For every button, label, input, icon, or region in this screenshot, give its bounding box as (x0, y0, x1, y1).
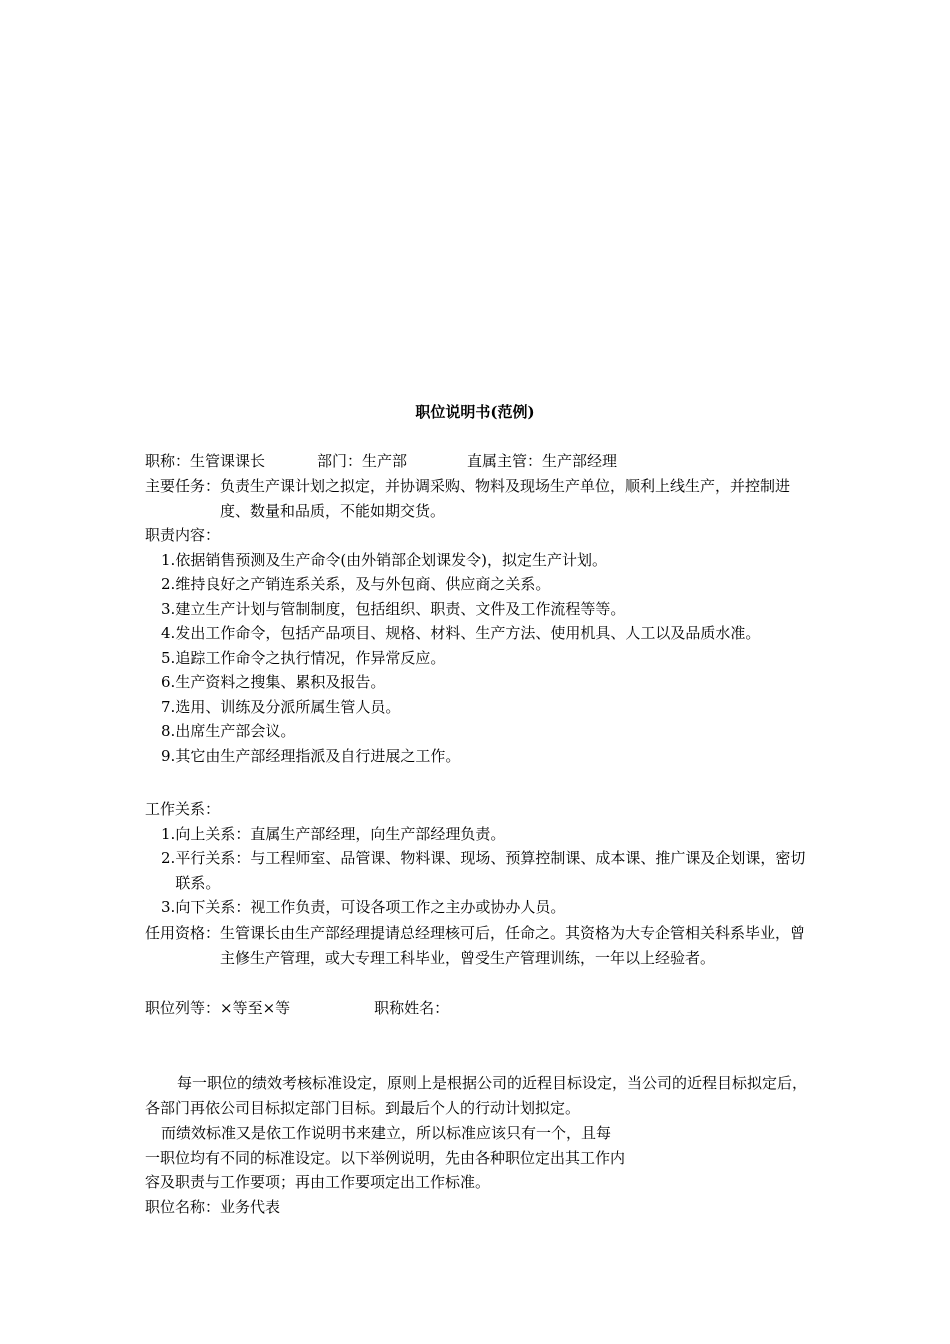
duty-item-number: 9. (161, 746, 176, 765)
duty-item-number: 3. (161, 599, 176, 618)
duty-item (145, 597, 810, 622)
position-name-line: 职位名称：业务代表 (145, 1197, 281, 1216)
duty-item-text: 生产资料之搜集、累积及报告。 (175, 673, 386, 691)
duty-item-number: 7. (161, 697, 176, 716)
duties-list (145, 548, 810, 769)
qualification-section (145, 921, 810, 970)
duty-item (145, 621, 810, 646)
relation-item-number: 2. (161, 849, 176, 867)
grade-row (145, 996, 810, 1021)
duty-item (145, 744, 810, 769)
relations-section (145, 797, 810, 920)
duty-item-text: 选用、训练及分派所属生管人员。 (175, 697, 401, 716)
duty-item-text: 发出工作命令，包括产品项目、规格、材料、生产方法、使用机具、人工以及品质水准。 (175, 624, 761, 642)
relations-label: 工作关系： (145, 800, 221, 818)
duty-item (145, 572, 810, 597)
duty-item-text: 其它由生产部经理指派及自行进展之工作。 (175, 746, 461, 765)
department: 部门：生产部 (317, 452, 408, 470)
duty-item-number: 2. (161, 575, 176, 593)
duty-item (145, 695, 810, 720)
duty-item-text: 出席生产部会议。 (175, 722, 296, 740)
relations-list (145, 822, 810, 920)
paragraph-2-line-3: 容及职责与工作要项；再由工作要项定出工作标准。 (145, 1173, 491, 1191)
duty-item-number: 8. (161, 722, 176, 740)
duty-item-text: 追踪工作命令之执行情况，作异常反应。 (175, 648, 446, 667)
relation-item-text: 平行关系：与工程师室、品管课、物料课、现场、预算控制课、成本课、推广课及企划课，密切联系。 (175, 849, 806, 892)
relation-item-number: 1. (161, 824, 176, 843)
relation-item (145, 895, 810, 920)
duty-item-number: 5. (161, 648, 176, 667)
duty-item (145, 646, 810, 671)
grade-text: 职位列等：×等至×等 (145, 999, 291, 1017)
qualification-label: 任用资格： (145, 924, 221, 942)
duty-item (145, 719, 810, 744)
duty-item-number: 4. (161, 624, 176, 642)
paragraph-2 (145, 1121, 810, 1219)
name-text: 职称姓名： (374, 999, 450, 1017)
paragraph-2-line-1: 而绩效标准又是依工作说明书来建立，所以标准应该只有一个，且每 (161, 1124, 612, 1142)
main-task-section (145, 474, 810, 523)
duty-item-text: 建立生产计划与管制制度，包括组织、职责、文件及工作流程等等。 (175, 599, 626, 618)
main-task-text: 负责生产课计划之拟定，并协调采购、物料及现场生产单位，顺利上线生产，并控制进度、数量和品质，不能如期交货。 (220, 477, 791, 520)
duty-item (145, 670, 810, 695)
duties-label: 职责内容： (145, 526, 221, 544)
qualification-text: 生管课长由生产部经理提请总经理核可后，任命之。其资格为大专企管相关科系毕业，曾主修生产管理，或大专理工科毕业，曾受生产管理训练，一年以上经验者。 (220, 924, 806, 967)
paragraph-2-line-2: 一职位均有不同的标准设定。以下举例说明，先由各种职位定出其工作内 (145, 1148, 626, 1167)
main-task-label: 主要任务： (145, 477, 221, 495)
relation-item (145, 822, 810, 847)
paragraph-1 (145, 1071, 810, 1120)
supervisor: 直属主管：生产部经理 (467, 452, 618, 470)
relation-item-text: 向下关系：视工作负责，可设各项工作之主办或协办人员。 (175, 898, 566, 916)
duty-item-number: 6. (161, 673, 176, 691)
paragraph-1-text: 每一职位的绩效考核标准设定，原则上是根据公司的近程目标设定，当公司的近程目标拟定后，各部门再依公司目标拟定部门目标。到最后个人的行动计划拟定。 (145, 1074, 808, 1117)
relation-item (145, 846, 810, 895)
relation-item-text: 向上关系：直属生产部经理，向生产部经理负责。 (175, 824, 506, 843)
job-title: 职称：生管课课长 (145, 452, 266, 470)
duty-item-number: 1. (161, 550, 176, 569)
meta-row (145, 449, 810, 474)
relation-item-number: 3. (161, 898, 176, 916)
duties-section (145, 523, 810, 768)
duty-item-text: 依据销售预测及生产命令(由外销部企划课发令)，拟定生产计划。 (175, 550, 608, 569)
duty-item (145, 548, 810, 573)
duty-item-text: 维持良好之产销连系关系，及与外包商、供应商之关系。 (175, 575, 551, 593)
document-title: 职位说明书(范例) (415, 403, 535, 421)
